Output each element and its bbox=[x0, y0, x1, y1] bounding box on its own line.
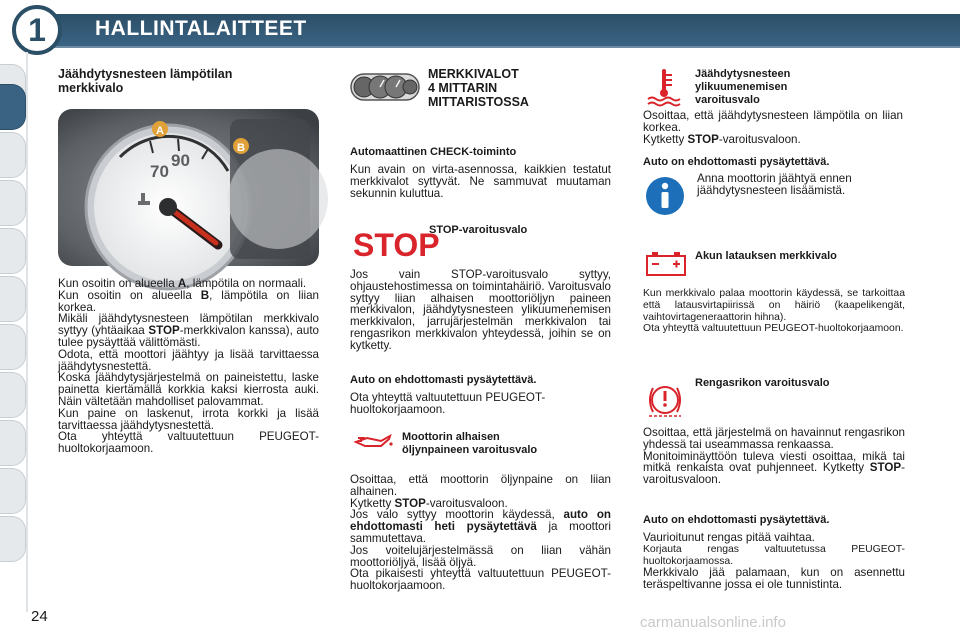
coolant-overheat-title: Jäähdytysnesteen ylikuumenemisen varoitusvalo bbox=[695, 68, 791, 106]
tyre-puncture-action: Auto on ehdottomasti pysäytettävä. bbox=[643, 514, 830, 526]
chapter-tab-7[interactable] bbox=[0, 372, 26, 418]
oil-pressure-icon bbox=[353, 430, 393, 452]
battery-icon bbox=[645, 251, 687, 277]
svg-text:A: A bbox=[156, 125, 164, 137]
header-underline bbox=[30, 46, 960, 48]
stop-warning-contact: Ota yhteyttä valtuutettuun PEUGEOT-huoltokorjaamoon. bbox=[350, 391, 546, 416]
chapter-title: HALLINTALAITTEET bbox=[95, 17, 307, 40]
coolant-info-text: Anna moottorin jäähtyä ennen jäähdytysnesteen lisäämistä. bbox=[697, 172, 852, 197]
battery-title: Akun latauksen merkkivalo bbox=[695, 250, 837, 262]
chapter-tab-10[interactable] bbox=[0, 516, 26, 562]
tyre-repair-text: Vaurioitunut rengas pitää vaihtaa. Korjauta rengas valtuutetussa PEUGEOT-huoltokorjaamossa. Merkkivalo jää palamaan, kun on asennettu teräspeltivanne jossa ei ole tunnistinta. bbox=[643, 531, 905, 592]
chapter-tab-3[interactable] bbox=[0, 180, 26, 226]
chapter-tab-2[interactable] bbox=[0, 132, 26, 178]
chapter-tab-active[interactable] bbox=[0, 84, 26, 130]
tyre-puncture-title: Rengasrikon varoitusvalo bbox=[695, 377, 830, 389]
stop-warning-action: Auto on ehdottomasti pysäytettävä. bbox=[350, 374, 537, 386]
check-function-title: Automaattinen CHECK-toiminto bbox=[350, 146, 517, 158]
warning-lights-title: MERKKIVALOT 4 MITTARIN MITTARISTOSSA bbox=[428, 67, 529, 109]
coolant-overheat-action: Auto on ehdottomasti pysäytettävä. bbox=[643, 156, 830, 168]
tyre-puncture-text: Osoittaa, että järjestelmä on havainnut rengasrikon yhdessä tai useammassa renkaassa. Monitoiminäyttöön tuleva viesti osoittaa, mikä tai mitkä renkaista ovat puhjenneet. Kytketty STOP-varoitusvaloon. bbox=[643, 426, 905, 487]
chapter-tab-6[interactable] bbox=[0, 324, 26, 370]
stop-warning-text: Jos vain STOP-varoitusvalo syttyy, ohjaustehostimessa on toimintahäiriö. Varoitusvalo syttyy liian alhaisen moottoriöljyn paineen merkkivalon, jäähdytysnesteen ylikuumenemisen merkkivalon, jarrujärjestelmän merkkivalon tai rengasrikon merkkivalon yhteydessä, joihin se on kytketty. bbox=[350, 268, 611, 352]
coolant-temp-title: Jäähdytysnesteen lämpötilan merkkivalo bbox=[58, 67, 233, 95]
coolant-overheat-text: Osoittaa, että jäähdytysnesteen lämpötila on liian korkea. Kytketty STOP-varoitusvaloon. bbox=[643, 109, 903, 146]
chapter-tab-8[interactable] bbox=[0, 420, 26, 466]
battery-text: Kun merkkivalo palaa moottorin käydessä, se tarkoittaa että latausvirtapiirissä on häiriö (kaapelikengät, vaihtovirtageneraattorin hihna). Ota yhteyttä valtuutettuun PEUGEOT-huoltokorjaamoon. bbox=[643, 288, 905, 335]
side-rule bbox=[26, 52, 28, 612]
svg-text:90: 90 bbox=[171, 151, 190, 170]
svg-text:70: 70 bbox=[150, 162, 169, 181]
coolant-gauge-text: Kun osoitin on alueella A, lämpötila on normaali. Kun osoitin on alueella B, lämpötila on liian korkea. Mikäli jäähdytysnesteen lämpötilan merkkivalo syttyy (yhtäaikaa STOP-merkkivalon kanssa), auto tulee pysäyttää välittömästi. Odota, että moottori jäähtyy ja lisää tarvittaessa jäähdytysnestettä. Koska jäähdytysjärjestelmä on paineistettu, laske painetta kiertämällä korkkia kaksi kierrosta auki. Näin vältetään mahdolliset palovammat. Kun paine on laskenut, irrota korkki ja lisää tarvittaessa jäähdytysnestettä. Ota yhteyttä valtuutettuun PEUGEOT-huoltokorjaamoon. bbox=[58, 277, 319, 456]
check-function-text: Kun avain on virta-asennossa, kaikkien testatut merkkivalot syttyvät. Ne sammuvat muutaman sekunnin kuluttua. bbox=[350, 163, 611, 200]
oil-pressure-title: Moottorin alhaisen öljynpaineen varoitusvalo bbox=[402, 431, 538, 456]
chapter-tab-5[interactable] bbox=[0, 276, 26, 322]
svg-text:STOP: STOP bbox=[353, 227, 440, 263]
coolant-overheat-icon bbox=[645, 67, 683, 107]
chapter-number: 1 bbox=[12, 5, 62, 55]
svg-text:B: B bbox=[237, 142, 245, 154]
page-number: 24 bbox=[31, 608, 48, 625]
temperature-gauge-image bbox=[58, 109, 319, 266]
chapter-tab-4[interactable] bbox=[0, 228, 26, 274]
info-icon bbox=[645, 176, 685, 216]
instrument-cluster-icon bbox=[350, 70, 420, 104]
oil-pressure-text: Osoittaa, että moottorin öljynpaine on liian alhainen. Kytketty STOP-varoitusvaloon. Jos valo syttyy moottorin käydessä, auto on ehdottomasti heti pysäytettävä ja moottori sammutettava. Jos voitelujärjestelmässä on liian vähän moottoriöljyä, lisää öljyä. Ota pikaisesti yhteyttä valtuutettuun PEUGEOT-huoltokorjaamoon. bbox=[350, 473, 611, 593]
stop-warning-icon bbox=[352, 224, 440, 263]
watermark: carmanualsonline.info bbox=[640, 614, 786, 631]
chapter-tab-9[interactable] bbox=[0, 468, 26, 514]
tyre-puncture-icon bbox=[645, 380, 685, 418]
stop-warning-title: STOP-varoitusvalo bbox=[429, 224, 528, 236]
